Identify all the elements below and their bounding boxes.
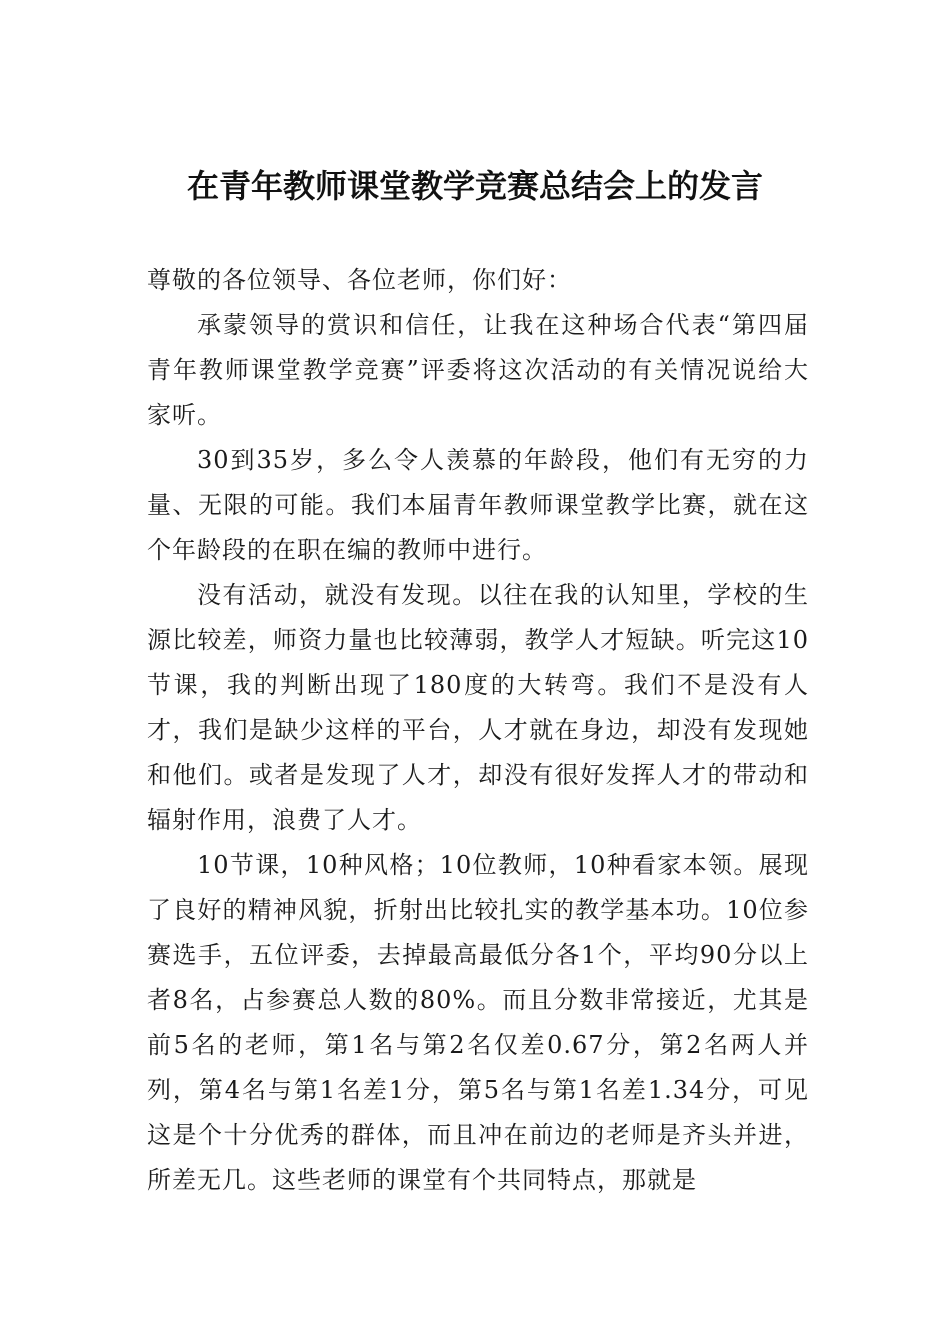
body-paragraph: 承蒙领导的赏识和信任，让我在这种场合代表“第四届青年教师课堂教学竞赛”评委将这次活动的有关情况说给大家听。 [147,311,809,429]
body-paragraph: 没有活动，就没有发现。以往在我的认知里，学校的生源比较差，师资力量也比较薄弱，教学人才短缺。听完这10节课，我的判断出现了180度的大转弯。我们不是没有人才，我们是缺少这样的平台，人才就在身边，却没有发现她和他们。或者是发现了人才，却没有很好发挥人才的带动和辐射作用，浪费了人才。 [147,581,809,834]
body-paragraph: 10节课，10种风格；10位教师，10种看家本领。展现了良好的精神风貌，折射出比较扎实的教学基本功。10位参赛选手，五位评委，去掉最高最低分各1个，平均90分以上者8名，占参赛总人数的80%。而且分数非常接近，尤其是前5名的老师，第1名与第2名仅差0.67分，第2名两人并列，第4名与第1名差1分，第5名与第1名差1.34分，可见这是个十分优秀的群体，而且冲在前边的老师是齐头并进，所差无几。这些老师的课堂有个共同特点，那就是 [147,851,809,1194]
body-paragraph: 30到35岁，多么令人羡慕的年龄段，他们有无穷的力量、无限的可能。我们本届青年教师课堂教学比赛，就在这个年龄段的在职在编的教师中进行。 [147,446,809,564]
document-title: 在青年教师课堂教学竞赛总结会上的发言 [186,167,763,205]
greeting-paragraph: 尊敬的各位领导、各位老师，你们好： [147,266,572,294]
document-body [147,258,809,1203]
